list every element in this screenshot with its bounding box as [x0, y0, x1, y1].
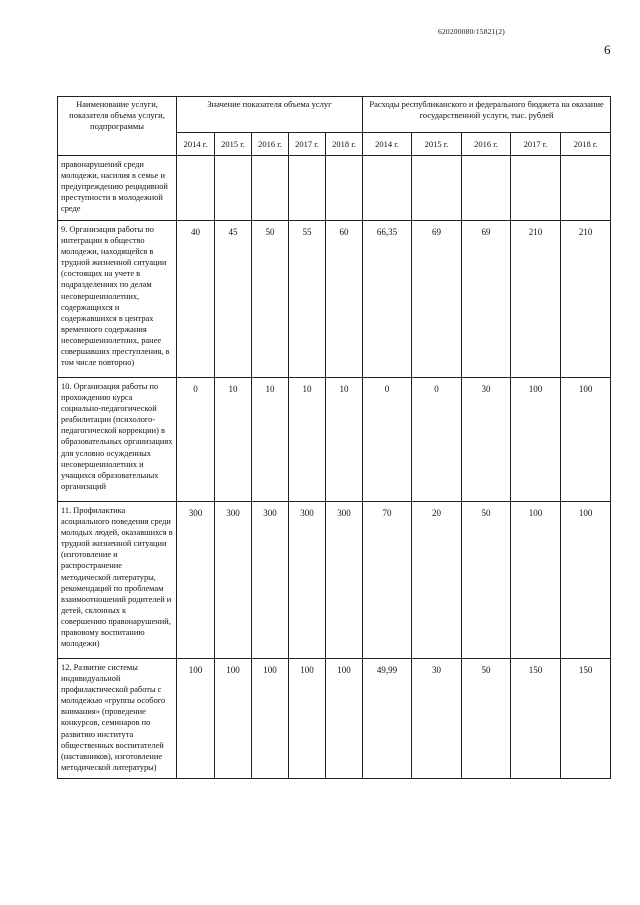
value-cell: 0: [412, 378, 462, 502]
value-cell: 30: [462, 378, 511, 502]
value-cell: 20: [412, 502, 462, 659]
value-cell: [215, 156, 252, 221]
value-cell: 49,99: [363, 659, 412, 779]
value-cell: 10: [252, 378, 289, 502]
year-header: 2014 г.: [177, 133, 215, 156]
value-cell: 30: [412, 659, 462, 779]
value-cell: [363, 156, 412, 221]
value-cell: 70: [363, 502, 412, 659]
value-cell: [326, 156, 363, 221]
page-number: 6: [604, 42, 611, 57]
services-table: [57, 96, 611, 779]
service-name: правонарушений среди молодежи, насилия в семье и предупреждению рецидивной преступности в молодежной среде: [58, 156, 177, 221]
value-cell: 100: [511, 378, 561, 502]
value-cell: 150: [561, 659, 611, 779]
table-row: [58, 378, 611, 502]
value-cell: 10: [326, 378, 363, 502]
table-row: [58, 659, 611, 779]
value-cell: [511, 156, 561, 221]
value-cell: 100: [561, 502, 611, 659]
header-expenses: Расходы республиканского и федерального бюджета на оказание государственной услуги, тыс. рублей: [363, 97, 611, 133]
year-header: 2016 г.: [462, 133, 511, 156]
value-cell: 210: [511, 221, 561, 378]
year-header: 2014 г.: [363, 133, 412, 156]
value-cell: 10: [215, 378, 252, 502]
value-cell: 100: [215, 659, 252, 779]
value-cell: 210: [561, 221, 611, 378]
value-cell: 66,35: [363, 221, 412, 378]
value-cell: 300: [252, 502, 289, 659]
service-name: 9. Организация работы по интеграции в общество молодежи, находящейся в трудной жизненной ситуации (состоящих на учете в подразделениях по делам несовершеннолетних, содержащихся и содержавшихся в центрах временного содержания несовершеннолетних, ранее совершавших преступления, в том числе повторно): [58, 221, 177, 378]
value-cell: 55: [289, 221, 326, 378]
service-name: 11. Профилактика асоциального поведения среди молодых людей, оказавшихся в трудной жизненной ситуации (изготовление и распространение методической литературы, рекомендаций по проблемам взаимоотношений родителей и детей, склонных к совершению правонарушений, правовому воспитанию молодежи): [58, 502, 177, 659]
document-number: 620200080/15821(2): [438, 27, 505, 36]
value-cell: 0: [177, 378, 215, 502]
value-cell: 100: [252, 659, 289, 779]
value-cell: 40: [177, 221, 215, 378]
value-cell: 300: [326, 502, 363, 659]
year-header: 2015 г.: [412, 133, 462, 156]
value-cell: 100: [289, 659, 326, 779]
value-cell: 300: [289, 502, 326, 659]
value-cell: 0: [363, 378, 412, 502]
header-volume: Значение показателя объема услуг: [177, 97, 363, 133]
table-row: [58, 156, 611, 221]
value-cell: 100: [326, 659, 363, 779]
service-name: 10. Организация работы по прохождению курса социально-педагогической реабилитации (психолого-педагогической коррекции) в образовательных организациях для условно осужденных несовершеннолетних и учащихся образовательных организаций: [58, 378, 177, 502]
value-cell: 45: [215, 221, 252, 378]
value-cell: 100: [177, 659, 215, 779]
value-cell: 50: [252, 221, 289, 378]
value-cell: 150: [511, 659, 561, 779]
value-cell: 50: [462, 659, 511, 779]
value-cell: 60: [326, 221, 363, 378]
year-header: 2016 г.: [252, 133, 289, 156]
year-header: 2018 г.: [326, 133, 363, 156]
table-row: [58, 502, 611, 659]
table-row: [58, 221, 611, 378]
value-cell: [462, 156, 511, 221]
header-service: Наименование услуги, показателя объема услуги, подпрограммы: [58, 97, 177, 156]
year-header: 2015 г.: [215, 133, 252, 156]
value-cell: 69: [412, 221, 462, 378]
value-cell: [412, 156, 462, 221]
value-cell: [561, 156, 611, 221]
value-cell: 100: [511, 502, 561, 659]
value-cell: [289, 156, 326, 221]
value-cell: 69: [462, 221, 511, 378]
value-cell: [177, 156, 215, 221]
year-header: 2017 г.: [289, 133, 326, 156]
year-header: 2018 г.: [561, 133, 611, 156]
value-cell: 300: [215, 502, 252, 659]
value-cell: 10: [289, 378, 326, 502]
service-name: 12. Развитие системы индивидуальной профилактической работы с молодежью «группы особого внимания» (проведение конкурсов, семинаров по развитию института общественных воспитателей (наставников), изготовление методической литературы): [58, 659, 177, 779]
value-cell: 100: [561, 378, 611, 502]
value-cell: 300: [177, 502, 215, 659]
value-cell: [252, 156, 289, 221]
value-cell: 50: [462, 502, 511, 659]
year-header: 2017 г.: [511, 133, 561, 156]
